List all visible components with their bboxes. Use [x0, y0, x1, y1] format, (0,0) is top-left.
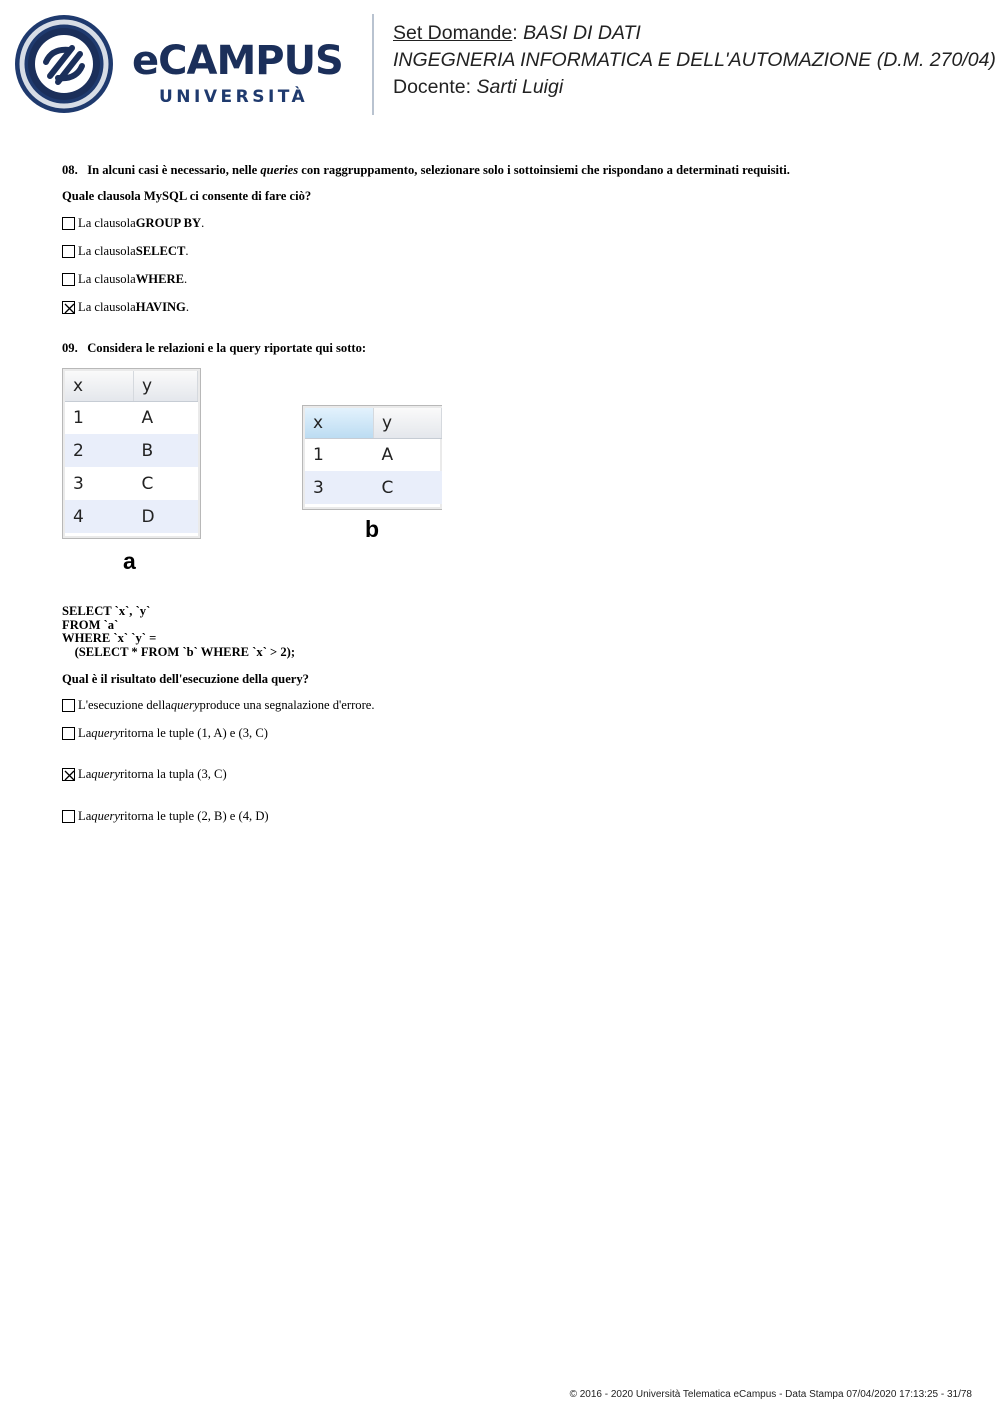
logo-subtitle: UNIVERSITÀ: [159, 87, 309, 107]
option-suffix: ritorna le tuple (2, B) e (4, D): [119, 808, 269, 823]
cell: 1: [313, 444, 324, 465]
checkbox[interactable]: [62, 217, 75, 230]
table-row: [305, 471, 442, 504]
relation-b-grid: [305, 408, 442, 504]
cell: 2: [73, 440, 84, 461]
cell: 4: [73, 506, 84, 527]
q09-text: [62, 341, 366, 356]
option-suffix: ritorna le tuple (1, A) e (3, C): [119, 725, 268, 740]
column-header-x: x: [65, 371, 134, 401]
set-separator: :: [512, 22, 524, 44]
q09-prompt: Qual è il risultato dell'esecuzione della query?: [62, 672, 309, 686]
relation-b-label: b: [365, 516, 380, 542]
checkbox[interactable]: [62, 273, 75, 286]
relation-b-table: [302, 405, 442, 510]
q08-text-part1: In alcuni casi è necessario, nelle: [87, 163, 261, 177]
cell: D: [141, 506, 155, 527]
checkbox-checked[interactable]: [62, 301, 75, 314]
option-label: La clausola: [78, 271, 136, 286]
cell: C: [381, 477, 394, 498]
teacher-line: [393, 76, 563, 99]
check-x-icon: [63, 302, 76, 315]
q08-text-emphasis: queries: [260, 163, 299, 177]
checkbox-checked[interactable]: [62, 768, 75, 781]
cell: A: [141, 407, 154, 428]
set-label: Set Domande: [393, 22, 513, 44]
ecampus-logo: [14, 14, 359, 116]
q09-number: 09.: [62, 341, 78, 355]
q08-option-3[interactable]: [62, 271, 187, 287]
option-suffix: .: [201, 215, 205, 230]
relation-a-table: [62, 368, 201, 539]
option-keyword: SELECT: [135, 243, 186, 258]
q09-option-2[interactable]: [62, 725, 268, 741]
table-row: [305, 438, 442, 471]
cell: C: [141, 473, 154, 494]
program-line: [393, 49, 996, 72]
teacher-label: Docente:: [393, 76, 477, 98]
relation-a-label: a: [123, 548, 136, 574]
option-keyword: GROUP BY: [135, 215, 202, 230]
q09-option-1[interactable]: [62, 697, 375, 713]
table-row: [65, 401, 198, 434]
option-label: L'esecuzione della: [78, 697, 171, 712]
checkbox[interactable]: [62, 245, 75, 258]
q09-statement: Considera le relazioni e la query riportate qui sotto:: [87, 341, 367, 355]
table-row: [65, 434, 198, 467]
option-emphasis: query: [91, 725, 120, 740]
option-suffix: produce una segnalazione d'errore.: [199, 697, 375, 712]
header-divider: [372, 14, 374, 115]
q08-prompt: Quale clausola MySQL ci consente di fare ciò?: [62, 189, 312, 203]
checkbox[interactable]: [62, 699, 75, 712]
relation-a-grid: [65, 371, 198, 533]
teacher-name: Sarti Luigi: [476, 76, 564, 98]
option-label: La: [78, 766, 92, 781]
option-emphasis: query: [91, 766, 120, 781]
q08-option-4[interactable]: [62, 299, 189, 315]
cell: 3: [313, 477, 324, 498]
column-header-y: y: [134, 371, 198, 401]
option-label: La clausola: [78, 215, 136, 230]
q08-number: 08.: [62, 163, 78, 177]
checkbox[interactable]: [62, 810, 75, 823]
q09-option-4[interactable]: [62, 808, 269, 824]
option-label: La: [78, 725, 92, 740]
q08-option-1[interactable]: [62, 215, 204, 231]
checkbox[interactable]: [62, 727, 75, 740]
option-emphasis: query: [91, 808, 120, 823]
column-header-x: x: [305, 408, 374, 438]
option-suffix: .: [185, 243, 189, 258]
option-keyword: HAVING: [135, 299, 186, 314]
option-label: La clausola: [78, 243, 136, 258]
q08-option-2[interactable]: [62, 243, 189, 259]
cell: 1: [73, 407, 84, 428]
course-name: BASI DI DATI: [523, 22, 641, 44]
cell: B: [141, 440, 154, 461]
check-x-icon: [63, 769, 76, 782]
option-label: La clausola: [78, 299, 136, 314]
option-keyword: WHERE: [135, 271, 184, 286]
sql-query: SELECT `x`, `y` FROM `a` WHERE `x` `y` = (SELECT * FROM `b` WHERE `x` > 2);: [62, 604, 296, 659]
page-footer: © 2016 - 2020 Università Telematica eCampus - Data Stampa 07/04/2020 17:13:25 - 31/78: [569, 1389, 972, 1400]
cell: 3: [73, 473, 84, 494]
cell: A: [381, 444, 394, 465]
option-suffix: ritorna la tupla (3, C): [119, 766, 227, 781]
table-row: [65, 467, 198, 500]
option-label: La: [78, 808, 92, 823]
q09-option-3[interactable]: [62, 766, 227, 782]
program-name: INGEGNERIA INFORMATICA E DELL'AUTOMAZIONE (D.M. 270/04): [393, 49, 996, 71]
column-header-y: y: [374, 408, 442, 438]
q08-text: [62, 163, 790, 178]
option-suffix: .: [184, 271, 188, 286]
option-emphasis: query: [170, 697, 200, 712]
set-line: [393, 22, 641, 45]
q08-text-part2: con raggruppamento, selezionare solo i sottoinsiemi che rispondano a determinati requisiti.: [298, 163, 790, 177]
logo-wordmark: eCAMPUS: [132, 38, 343, 84]
option-suffix: .: [185, 299, 190, 314]
table-row: [65, 500, 198, 533]
